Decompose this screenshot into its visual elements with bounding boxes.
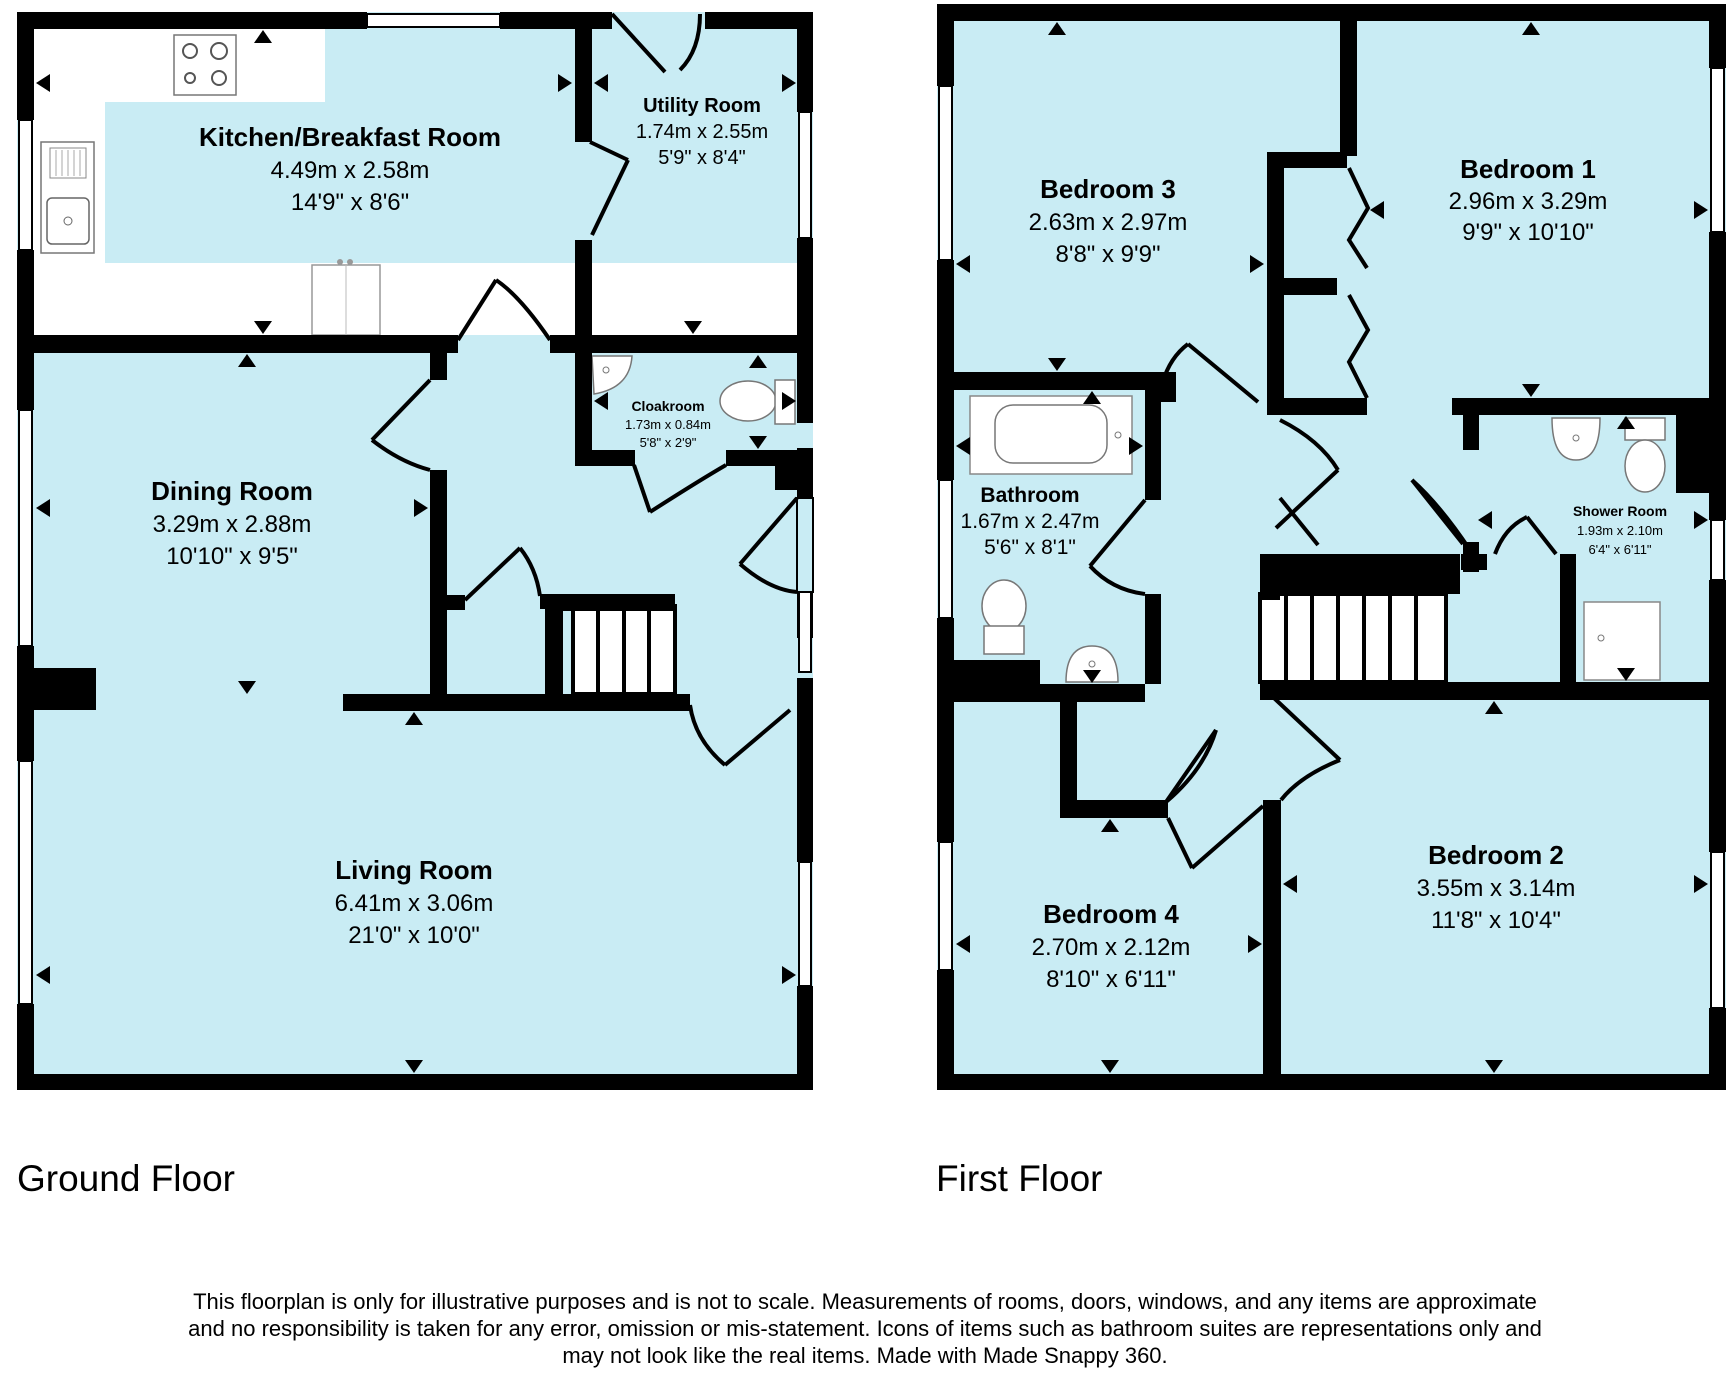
- room-name: Living Room: [335, 855, 493, 885]
- room-metric: 4.49m x 2.58m: [270, 157, 430, 184]
- bathroom-toilet-icon: [982, 580, 1026, 654]
- disclaimer-line: and no responsibility is taken for any error, omission or mis-statement. Icons of items such as bathroom suites are representations only and: [188, 1316, 1542, 1341]
- room-metric: 6.41m x 3.06m: [334, 890, 494, 917]
- room-imperial: 11'8" x 10'4": [1431, 907, 1561, 934]
- disclaimer-line: This floorplan is only for illustrative purposes and is not to scale. Measurements of rooms, doors, windows, and any items are approximate: [193, 1289, 1537, 1314]
- room-label-bedroom-4: [1032, 899, 1191, 993]
- disclaimer-line: may not look like the real items. Made with Made Snappy 360.: [562, 1343, 1168, 1368]
- first-stairs: [1260, 594, 1446, 682]
- ground-stairs: [573, 606, 675, 694]
- kitchen-sink-icon: [41, 142, 94, 253]
- room-metric: 1.73m x 0.84m: [625, 417, 711, 432]
- room-metric: 1.67m x 2.47m: [960, 510, 1100, 533]
- room-metric: 3.55m x 3.14m: [1416, 875, 1576, 902]
- room-name: Bedroom 4: [1043, 899, 1179, 929]
- room-imperial: 5'6" x 8'1": [984, 536, 1076, 559]
- hob-icon: [174, 35, 236, 95]
- appliance-icon: [312, 259, 380, 335]
- room-name: Kitchen/Breakfast Room: [199, 122, 501, 152]
- room-imperial: 8'8" x 9'9": [1055, 241, 1161, 268]
- room-name: Cloakroom: [631, 398, 705, 414]
- room-label-living: [335, 855, 494, 949]
- first-floor-plan: [937, 4, 1726, 1090]
- room-metric: 3.29m x 2.88m: [152, 511, 312, 538]
- front-door-panel: [797, 498, 813, 592]
- room-name: Dining Room: [151, 476, 313, 506]
- room-imperial: 10'10" x 9'5": [166, 543, 298, 570]
- room-metric: 1.93m x 2.10m: [1577, 523, 1663, 538]
- room-name: Bedroom 2: [1428, 840, 1564, 870]
- room-imperial: 6'4" x 6'11": [1588, 542, 1652, 557]
- room-name: Shower Room: [1572, 503, 1668, 519]
- shower-toilet-icon: [1625, 418, 1665, 492]
- room-imperial: 21'0" x 10'0": [348, 922, 480, 949]
- room-name: Utility Room: [643, 95, 761, 117]
- room-imperial: 5'8" x 2'9": [639, 435, 697, 450]
- room-label-dining: [151, 476, 313, 570]
- room-imperial: 8'10" x 6'11": [1046, 966, 1176, 993]
- bath-icon: [970, 396, 1132, 474]
- room-metric: 2.96m x 3.29m: [1448, 188, 1608, 215]
- first-floor-label: First Floor: [936, 1158, 1103, 1199]
- room-name: Bedroom 3: [1040, 174, 1176, 204]
- ground-floor-label: Ground Floor: [17, 1158, 235, 1199]
- room-metric: 2.63m x 2.97m: [1028, 209, 1188, 236]
- disclaimer: [150, 1288, 1580, 1369]
- room-label-bedroom-1: [1449, 154, 1608, 246]
- room-metric: 1.74m x 2.55m: [635, 121, 769, 143]
- room-imperial: 14'9" x 8'6": [290, 189, 410, 216]
- room-imperial: 5'9" x 8'4": [658, 147, 746, 169]
- room-name: Bedroom 1: [1460, 154, 1596, 184]
- room-imperial: 9'9" x 10'10": [1462, 219, 1594, 246]
- room-name: Bathroom: [980, 484, 1080, 507]
- ground-floor-plan: [17, 12, 813, 1090]
- room-metric: 2.70m x 2.12m: [1031, 934, 1191, 961]
- room-label-bedroom-2: [1417, 840, 1576, 934]
